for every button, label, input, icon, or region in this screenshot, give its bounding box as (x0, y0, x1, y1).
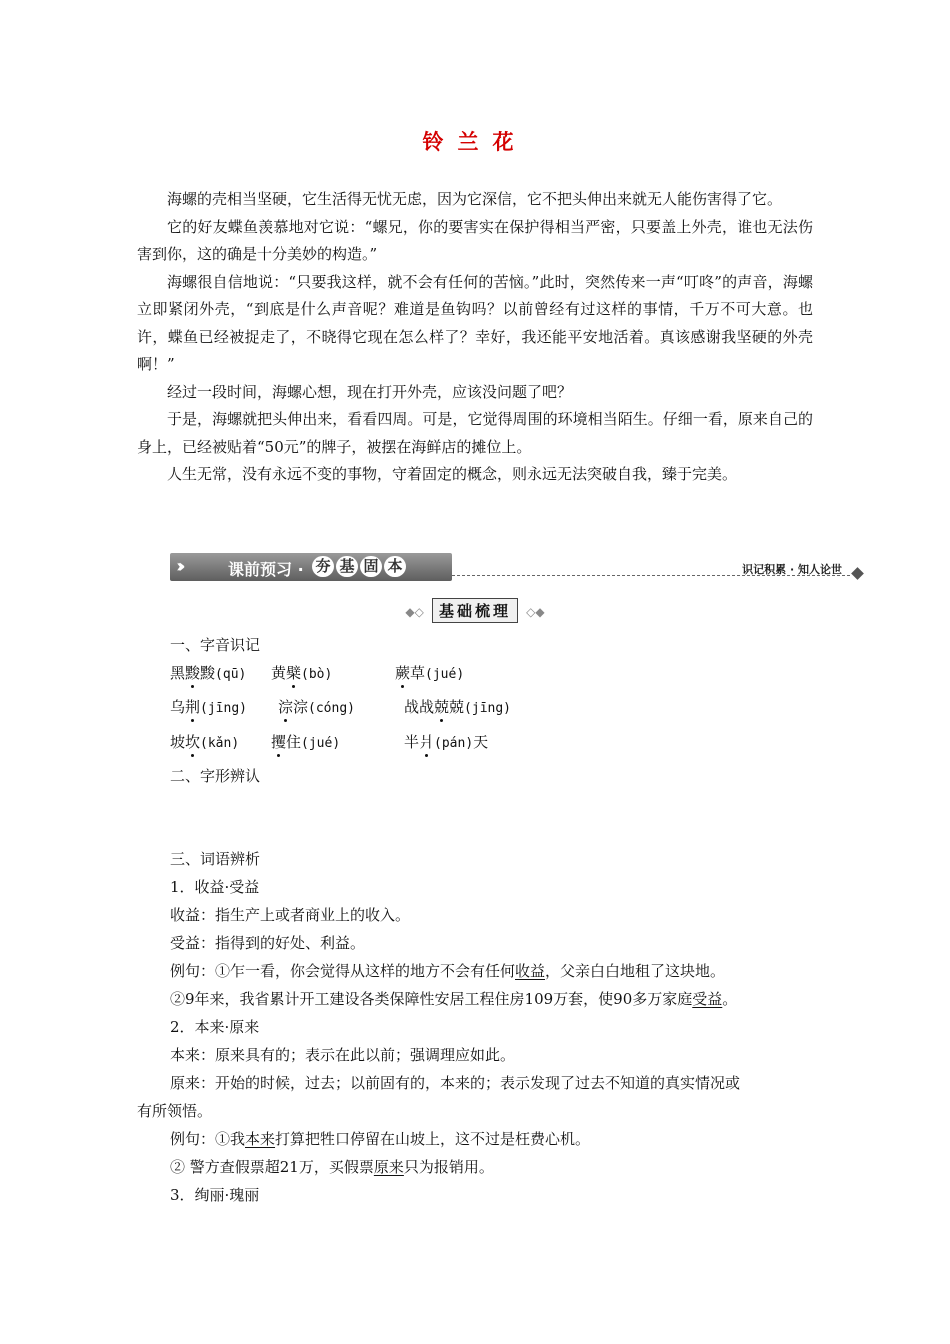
banner-badge: 固 (360, 556, 382, 577)
heading-words: 三、词语辨析 (170, 850, 261, 868)
story-paragraph: 经过一段时间，海螺心想，现在打开外壳，应该没问题了吧？ (167, 382, 573, 401)
definition: 本来：原来具有的；表示在此以前；强调理应如此。 (170, 1046, 516, 1064)
banner-badge: 夯 (312, 556, 334, 577)
banner-badge: 本 (384, 556, 406, 577)
diamond-icon: ◇◆ (526, 605, 545, 619)
pinyin-item: 黑黢黢(qū) (170, 664, 247, 682)
section-heading (0, 598, 950, 623)
example-sentence: 例句：①我本来打算把牲口停留在山坡上，这不过是枉费心机。 (170, 1130, 591, 1148)
diamond-icon: ◆◇ (405, 605, 424, 619)
story-paragraph: 海螺很自信地说：“只要我这样，就不会有任何的苦恼。”此时，突然传来一声“叮咚”的声音，海螺立即紧闭外壳，“到底是什么声音呢？难道是鱼钩吗？以前曾经有过这样的事情，千万不可大意。也许，蝶鱼已经被捉走了，不晓得它现在怎么样了？幸好，我还能平安地活着。真该感谢我坚硬的外壳啊！” (137, 272, 813, 373)
example-sentence: ② 警方查假票超21万，买假票原来只为报销用。 (170, 1158, 494, 1176)
definition-continued: 有所领悟。 (137, 1102, 213, 1120)
banner-badge: 基 (336, 556, 358, 577)
page-title: 铃兰花 (422, 129, 528, 154)
story-paragraph: 于是，海螺就把头伸出来，看看四周。可是，它觉得周围的环境相当陌生。仔细一看，原来自己的身上，已经被贴着“50元”的牌子，被摆在海鲜店的摊位上。 (137, 410, 813, 456)
banner-subtitle: 识记积累 · 知人论世 (742, 563, 842, 576)
heading-glyph: 二、字形辨认 (170, 767, 261, 785)
definition: 原来：开始的时候，过去；以前固有的，本来的；表示发现了过去不知道的真实情况或 (170, 1074, 741, 1092)
pinyin-item: 半爿(pán)天 (404, 733, 489, 751)
banner-badges (312, 556, 406, 577)
pinyin-item: 战战兢兢(jīng) (404, 698, 512, 716)
pinyin-item: 攫住(jué) (271, 733, 341, 751)
diamond-icon (851, 567, 864, 580)
example-sentence: ②9年来，我省累计开工建设各类保障性安居工程住房109万套，使90多万家庭受益。 (170, 990, 738, 1008)
definition: 受益：指得到的好处、利益。 (170, 934, 366, 952)
word-pair-heading: 2．本来·原来 (170, 1018, 260, 1036)
section-heading-label: 基础梳理 (432, 598, 518, 623)
pinyin-item: 淙淙(cóng) (278, 698, 355, 716)
banner-title: 课前预习 · (228, 560, 304, 579)
example-sentence: 例句：①乍一看，你会觉得从这样的地方不会有任何收益，父亲白白地租了这块地。 (170, 962, 726, 980)
pinyin-item: 蕨草(jué) (395, 664, 465, 682)
pinyin-item: 坡坎(kǎn) (170, 733, 240, 751)
definition: 收益：指生产上或者商业上的收入。 (170, 906, 411, 924)
story-paragraph: 它的好友蝶鱼羡慕地对它说：“螺兄，你的要害实在保护得相当严密，只要盖上外壳，谁也无法伤害到你，这的确是十分美妙的构造。” (137, 217, 813, 263)
heading-pronunciation: 一、字音识记 (170, 636, 261, 654)
double-chevron-icon: ››› (176, 556, 180, 577)
section-banner (170, 553, 862, 581)
story-paragraph: 人生无常，没有永远不变的事物，守着固定的概念，则永远无法突破自我，臻于完美。 (167, 465, 738, 483)
pinyin-item: 乌荆(jīng) (170, 698, 247, 716)
pinyin-item: 黄檗(bò) (271, 664, 333, 682)
word-pair-heading: 3．绚丽·瑰丽 (170, 1186, 260, 1204)
word-pair-heading: 1．收益·受益 (170, 878, 260, 896)
banner-bar (170, 553, 452, 581)
story-passage (137, 186, 813, 489)
story-paragraph: 海螺的壳相当坚硬，它生活得无忧无虑，因为它深信，它不把头伸出来就无人能伤害得了它。 (167, 190, 783, 208)
